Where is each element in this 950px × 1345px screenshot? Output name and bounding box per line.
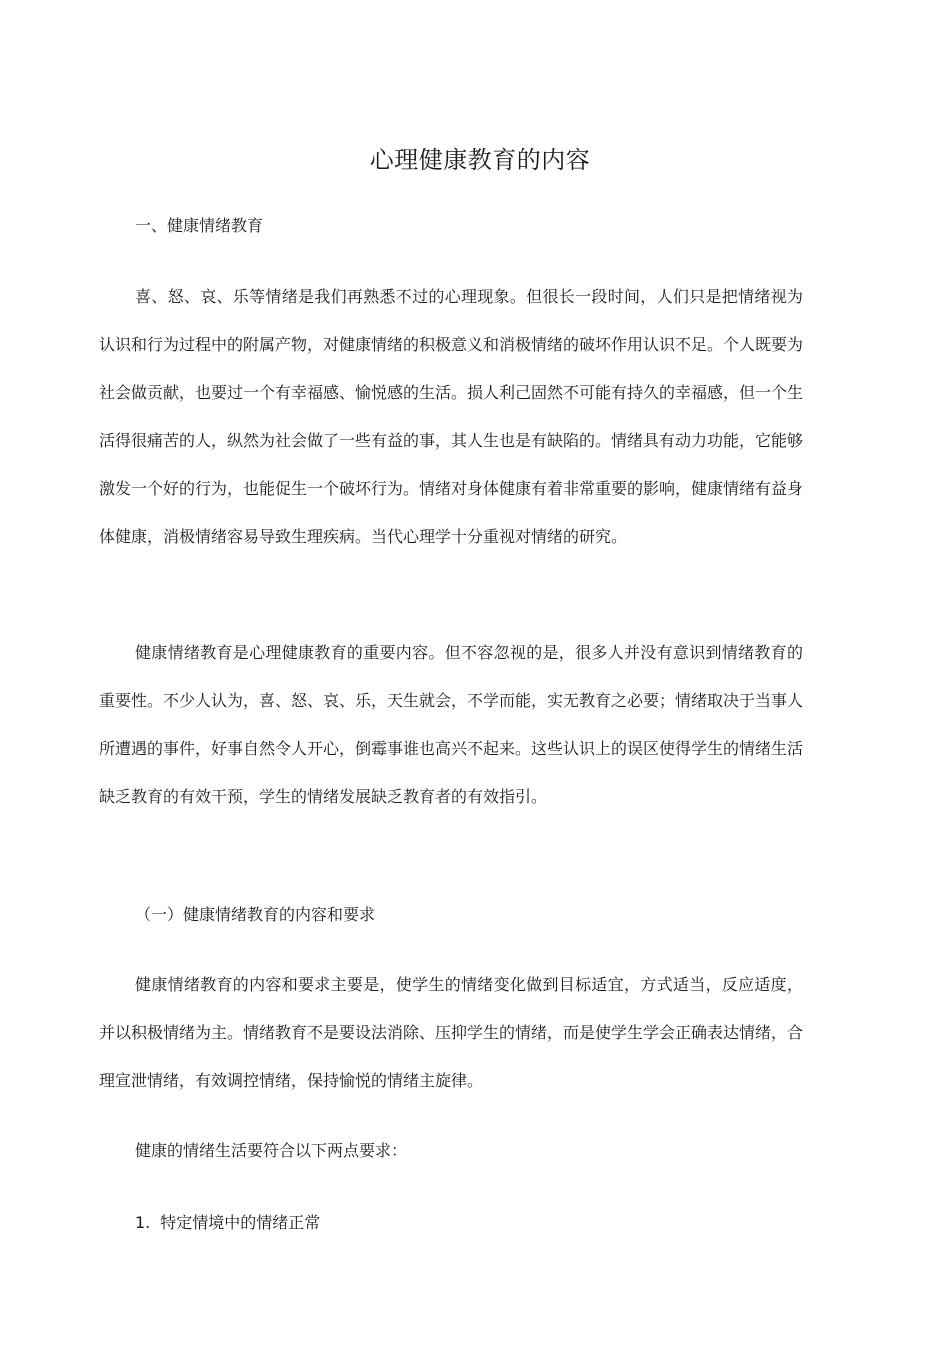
- page-title: 心理健康教育的内容: [369, 146, 591, 174]
- list-item: [135, 1211, 320, 1235]
- list-item-number: 1.: [135, 1213, 151, 1232]
- paragraph-3: 健康情绪教育的内容和要求主要是，使学生的情绪变化做到目标适宜，方式适当，反应适度，并以积极情绪为主。情绪教育不是要设法消除、压抑学生的情绪，而是使学生学会正确表达情绪，合理宣泄情绪，有效调控情绪，保持愉悦的情绪主旋律。: [99, 975, 804, 1090]
- subsection-heading-content-requirements: （一）健康情绪教育的内容和要求: [135, 905, 376, 924]
- paragraph-1: 喜、怒、哀、乐等情绪是我们再熟悉不过的心理现象。但很长一段时间，人们只是把情绪视为认识和行为过程中的附属产物，对健康情绪的积极意义和消极情绪的破坏作用认识不足。个人既要为社会做贡献，也要过一个有幸福感、愉悦感的生活。损人利己固然不可能有持久的幸福感，但一个生活得很痛苦的人，纵然为社会做了一些有益的事，其人生也是有缺陷的。情绪具有动力功能，它能够激发一个好的行为，也能促生一个破坏行为。情绪对身体健康有着非常重要的影响，健康情绪有益身体健康，消极情绪容易导致生理疾病。当代心理学十分重视对情绪的研究。: [99, 287, 804, 546]
- paragraph-4: 健康的情绪生活要符合以下两点要求：: [135, 1141, 408, 1160]
- section-heading-emotion-education: 一、健康情绪教育: [135, 216, 264, 235]
- list-item-text: 特定情境中的情绪正常: [160, 1213, 321, 1232]
- paragraph-2: 健康情绪教育是心理健康教育的重要内容。但不容忽视的是，很多人并没有意识到情绪教育的重要性。不少人认为，喜、怒、哀、乐，天生就会，不学而能，实无教育之必要；情绪取决于当事人所遭遇的事件，好事自然令人开心，倒霉事谁也高兴不起来。这些认识上的误区使得学生的情绪生活缺乏教育的有效干预，学生的情绪发展缺乏教育者的有效指引。: [99, 643, 804, 806]
